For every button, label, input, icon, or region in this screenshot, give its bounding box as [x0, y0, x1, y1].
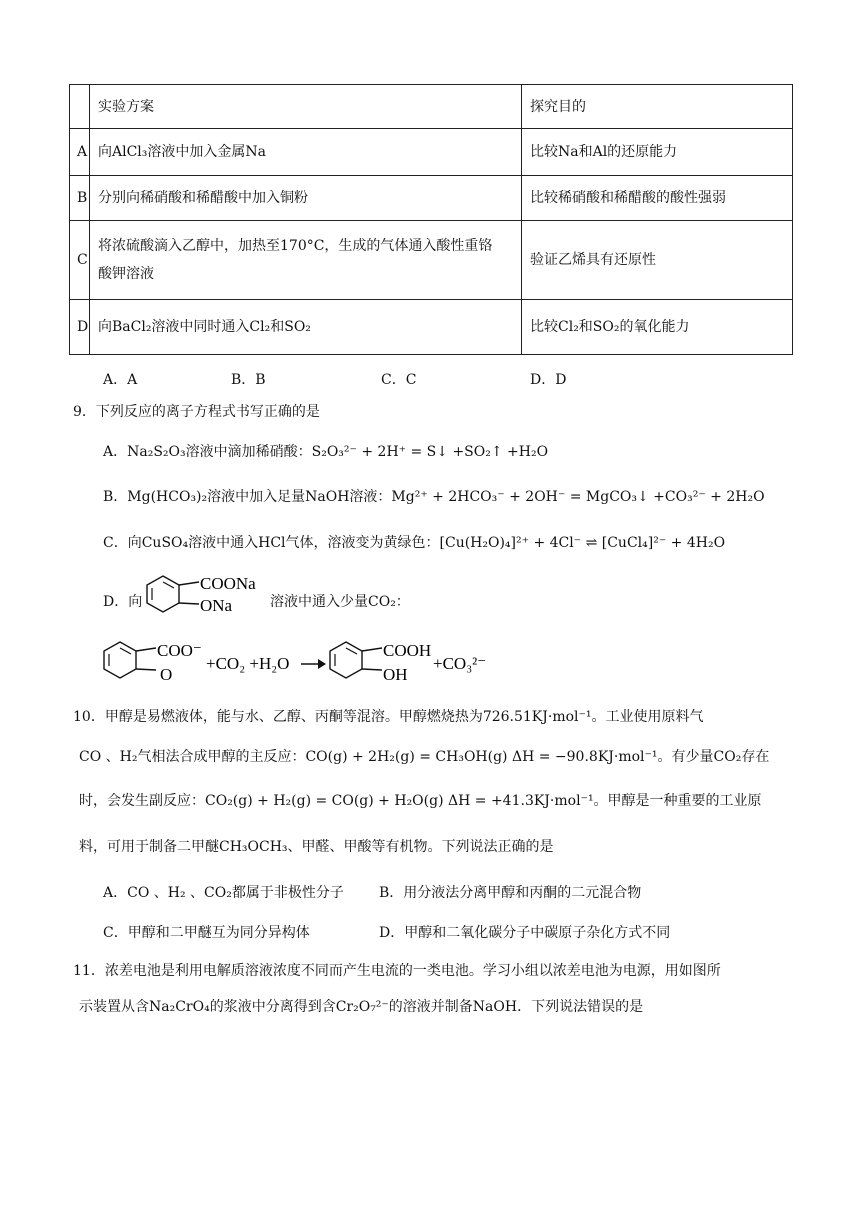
header-plan: 实验方案 [90, 85, 522, 129]
struct-group-bottom: ONa [200, 596, 233, 615]
struct-group-top: COOH [383, 641, 432, 660]
q10-line: 料，可用于制备二甲醚CH₃OCH₃、甲醛、甲酸等有机物。下列说法正确的是 [79, 839, 554, 855]
table-row [70, 129, 793, 176]
row-plan: 分别向稀硝酸和稀醋酸中加入铜粉 [90, 176, 522, 221]
q10-option-a[interactable]: A．CO 、H₂ 、CO₂都属于非极性分子 [103, 885, 344, 901]
table-row [70, 221, 793, 300]
q9-option-d-prefix[interactable]: D．向 [103, 594, 143, 610]
row-plan: 向BaCl₂溶液中同时通入Cl₂和SO₂ [90, 300, 522, 355]
row-plan [90, 221, 522, 300]
q11-line: 示装置从含Na₂CrO₄的浆液中分离得到含Cr₂O₇²⁻的溶液并制备NaOH．下列说法错误的是 [79, 999, 644, 1015]
row-plan-line: 酸钾溶液 [98, 266, 154, 282]
table-row [70, 176, 793, 221]
struct-group-top: COONa [200, 574, 256, 593]
q10-option-b[interactable]: B．用分液法分离甲醇和丙酮的二元混合物 [379, 885, 642, 901]
q8-option-b[interactable]: B．B [231, 372, 266, 388]
struct-group-bottom: O [160, 665, 173, 684]
header-purpose: 探究目的 [522, 85, 793, 129]
q10-line: 10．甲醇是易燃液体，能与水、乙醇、丙酮等混溶。甲醇燃烧热为726.51KJ·mol⁻¹。工业使用原料气 [73, 709, 704, 725]
q10-line: CO 、H₂气相法合成甲醇的主反应：CO(g) + 2H₂(g) = CH₃OH(g) ΔH = −90.8KJ·mol⁻¹。有少量CO₂存在 [79, 749, 770, 765]
q10-line: 时，会发生副反应：CO₂(g) + H₂(g) = CO(g) + H₂O(g) ΔH = +41.3KJ·mol⁻¹。甲醇是一种重要的工业原 [79, 793, 762, 809]
row-purpose: 验证乙烯具有还原性 [522, 221, 793, 300]
row-letter: C [70, 221, 90, 300]
row-letter: B [70, 176, 90, 221]
row-purpose: 比较Cl₂和SO₂的氧化能力 [522, 300, 793, 355]
q8-option-c[interactable]: C．C [381, 372, 417, 388]
table-header-row [70, 85, 793, 129]
row-plan: 向AlCl₃溶液中加入金属Na [90, 129, 522, 176]
q9-stem: 9．下列反应的离子方程式书写正确的是 [73, 404, 320, 420]
sodium-salicylate-structure [143, 570, 268, 620]
row-purpose: 比较稀硝酸和稀醋酸的酸性强弱 [522, 176, 793, 221]
table-row [70, 300, 793, 355]
d-equation [96, 636, 496, 686]
struct-group-top: COO⁻ [157, 641, 202, 660]
q9-option-d-suffix[interactable]: 溶液中通入少量CO₂： [270, 594, 410, 610]
equation-middle: +CO₂ +H₂O [206, 654, 290, 673]
q9-option-b[interactable]: B．Mg(HCO₃)₂溶液中加入足量NaOH溶液：Mg²⁺ + 2HCO₃⁻ + 2OH⁻ = MgCO₃↓ +CO₃²⁻ + 2H₂O [103, 489, 765, 505]
q10-option-c[interactable]: C．甲醇和二甲醚互为同分异构体 [103, 925, 310, 941]
experiment-table [69, 84, 793, 355]
q9-option-c[interactable]: C．向CuSO₄溶液中通入HCl气体，溶液变为黄绿色：[Cu(H₂O)₄]²⁺ + 4Cl⁻ ⇌ [CuCl₄]²⁻ + 4H₂O [103, 535, 726, 551]
q10-option-d[interactable]: D．甲醇和二氧化碳分子中碳原子杂化方式不同 [379, 925, 671, 941]
q9-option-a[interactable]: A．Na₂S₂O₃溶液中滴加稀硝酸：S₂O₃²⁻ + 2H⁺ = S↓ +SO₂↑ +H₂O [103, 444, 549, 460]
row-letter: A [70, 129, 90, 176]
row-plan-line: 将浓硫酸滴入乙醇中，加热至170°C，生成的气体通入酸性重铬 [98, 238, 493, 254]
q8-option-a[interactable]: A．A [103, 372, 138, 388]
equation-end: +CO₃²⁻ [433, 654, 487, 673]
struct-group-bottom: OH [383, 665, 408, 684]
q11-line: 11．浓差电池是利用电解质溶液浓度不同而产生电流的一类电池。学习小组以浓差电池为电源，用如图所 [73, 963, 721, 979]
row-purpose: 比较Na和Al的还原能力 [522, 129, 793, 176]
row-letter: D [70, 300, 90, 355]
q8-option-d[interactable]: D．D [530, 372, 567, 388]
